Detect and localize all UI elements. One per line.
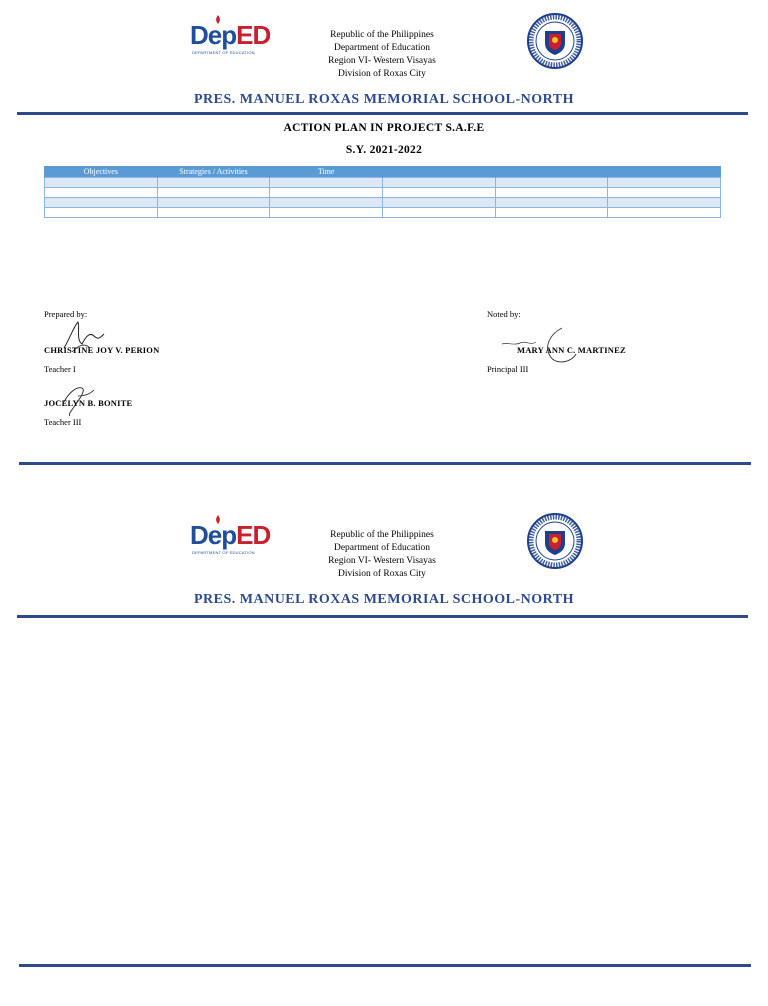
table-cell xyxy=(270,178,383,188)
deped-logo-dep: Dep xyxy=(190,20,237,50)
table-cell xyxy=(382,188,495,198)
deped-logo-subtitle: DEPARTMENT OF EDUCATION xyxy=(192,550,255,555)
table-row xyxy=(45,198,721,208)
action-plan-table xyxy=(44,166,721,218)
deped-logo-dep: Dep xyxy=(190,520,237,550)
preparer2-name: JOCELYN B. BONITE xyxy=(44,398,133,408)
deped-seal-icon xyxy=(527,513,583,569)
deped-logo-subtitle: DEPARTMENT OF EDUCATION xyxy=(192,50,255,55)
table-cell xyxy=(270,198,383,208)
header-divider xyxy=(17,112,748,115)
preparer2-position: Teacher III xyxy=(44,417,82,427)
government-lines xyxy=(300,529,464,581)
table-cell xyxy=(608,188,721,198)
deped-logo xyxy=(190,17,270,59)
gov-line-region: Region VI- Western Visayas xyxy=(328,56,436,66)
table-cell xyxy=(45,208,158,218)
prepared-by-label: Prepared by: xyxy=(44,309,88,319)
table-cell xyxy=(382,178,495,188)
deped-logo-ed: ED xyxy=(236,20,271,50)
noter-name: MARY ANN C. MARTINEZ xyxy=(517,345,626,355)
table-row xyxy=(45,188,721,198)
table-cell xyxy=(157,178,270,188)
table-cell xyxy=(608,178,721,188)
gov-line-republic: Republic of the Philippines xyxy=(330,530,434,540)
table-header-col5 xyxy=(495,166,608,178)
header-divider xyxy=(17,615,748,618)
government-lines xyxy=(300,29,464,81)
table-cell xyxy=(382,208,495,218)
deped-seal-icon xyxy=(527,13,583,69)
table-header-time: Time xyxy=(270,166,383,178)
gov-line-division: Division of Roxas City xyxy=(338,569,426,579)
deped-logo-ed: ED xyxy=(236,520,271,550)
table-cell xyxy=(495,188,608,198)
deped-logo xyxy=(190,517,270,559)
school-name: PRES. MANUEL ROXAS MEMORIAL SCHOOL-NORTH xyxy=(193,592,575,607)
page2-footer-divider xyxy=(19,964,751,967)
preparer1-name: CHRISTINE JOY V. PERION xyxy=(44,345,160,355)
noter-position: Principal III xyxy=(487,364,529,374)
table-cell xyxy=(270,188,383,198)
preparer1-position: Teacher I xyxy=(44,364,76,374)
table-cell xyxy=(45,188,158,198)
table-cell xyxy=(157,198,270,208)
school-year: S.Y. 2021-2022 xyxy=(345,144,423,156)
table-cell xyxy=(45,178,158,188)
table-header-col4 xyxy=(382,166,495,178)
page-1 xyxy=(0,0,768,480)
table-header-row xyxy=(45,166,721,178)
document-title: ACTION PLAN IN PROJECT S.A.F.E xyxy=(283,122,485,134)
table-cell xyxy=(495,198,608,208)
page1-footer-divider xyxy=(19,462,751,465)
table-header-col6 xyxy=(608,166,721,178)
gov-line-republic: Republic of the Philippines xyxy=(330,30,434,40)
school-name: PRES. MANUEL ROXAS MEMORIAL SCHOOL-NORTH xyxy=(193,92,575,107)
table-cell xyxy=(157,188,270,198)
table-cell xyxy=(157,208,270,218)
table-cell xyxy=(270,208,383,218)
table-cell xyxy=(495,178,608,188)
table-cell xyxy=(608,208,721,218)
gov-line-division: Division of Roxas City xyxy=(338,69,426,79)
page-2 xyxy=(0,500,768,1006)
table-row xyxy=(45,208,721,218)
table-cell xyxy=(382,198,495,208)
table-header-strategies: Strategies / Activities xyxy=(157,166,270,178)
table-row xyxy=(45,178,721,188)
gov-line-department: Department of Education xyxy=(333,543,431,553)
table-cell xyxy=(495,208,608,218)
noted-by-label: Noted by: xyxy=(487,309,521,319)
gov-line-department: Department of Education xyxy=(333,43,431,53)
table-cell xyxy=(608,198,721,208)
gov-line-region: Region VI- Western Visayas xyxy=(328,556,436,566)
table-cell xyxy=(45,198,158,208)
table-header-objectives: Objectives xyxy=(45,166,158,178)
